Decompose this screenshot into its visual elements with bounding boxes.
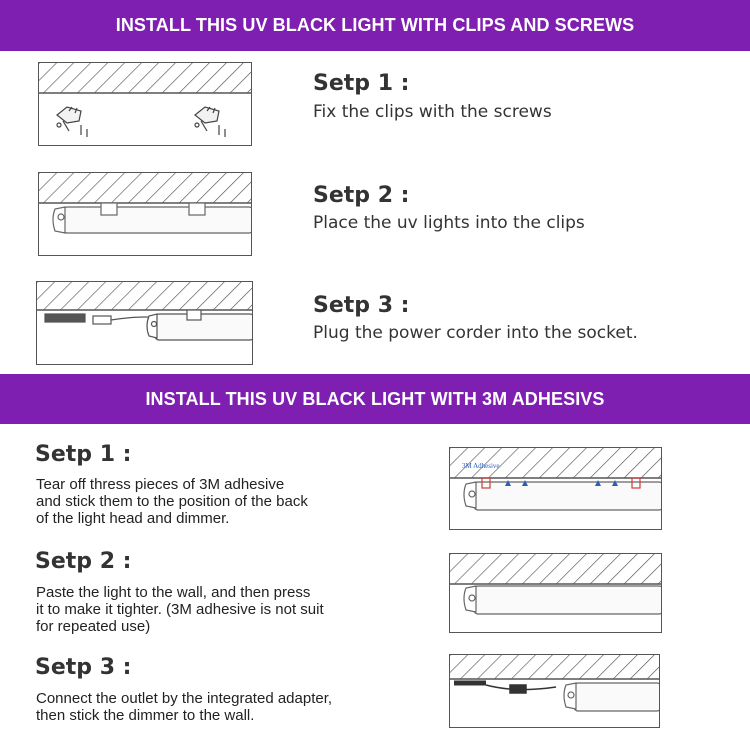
diagram-connect-outlet (449, 654, 660, 728)
section1-step3-desc: Plug the power corder into the socket. (313, 323, 638, 343)
section1-banner: INSTALL THIS UV BLACK LIGHT WITH CLIPS AND SCREWS (0, 0, 750, 51)
section2-step1-title: Setp 1 : (35, 442, 132, 467)
section1-step3-title: Setp 3 : (313, 293, 410, 318)
diagram-plug-power (36, 281, 253, 365)
diagram-adhesive-positions (449, 447, 662, 530)
diagram-paste-light (449, 553, 662, 633)
adhesive-label: 3M Adhesive (462, 462, 500, 470)
section2-banner: INSTALL THIS UV BLACK LIGHT WITH 3M ADHESIVS (0, 374, 750, 424)
clip-icon (57, 107, 87, 137)
section2-step2-title: Setp 2 : (35, 549, 132, 574)
section2-step2-desc: Paste the light to the wall, and then press it to make it tighter. (3M adhesive is not suit for repeated use) (36, 584, 324, 635)
section2-step3-desc: Connect the outlet by the integrated adapter, then stick the dimmer to the wall. (36, 690, 333, 724)
diagram-fix-clips (38, 62, 252, 146)
section1-step2-desc: Place the uv lights into the clips (313, 213, 585, 233)
section1-step2-title: Setp 2 : (313, 183, 410, 208)
section1-step1-desc: Fix the clips with the screws (313, 102, 552, 122)
section1-step1-title: Setp 1 : (313, 71, 410, 96)
section2-step3-title: Setp 3 : (35, 655, 132, 680)
clip-icon (195, 107, 225, 137)
diagram-place-lights (38, 172, 252, 256)
section2-step1-desc: Tear off thress pieces of 3M adhesive and stick them to the position of the back of the light head and dimmer. (36, 476, 308, 527)
